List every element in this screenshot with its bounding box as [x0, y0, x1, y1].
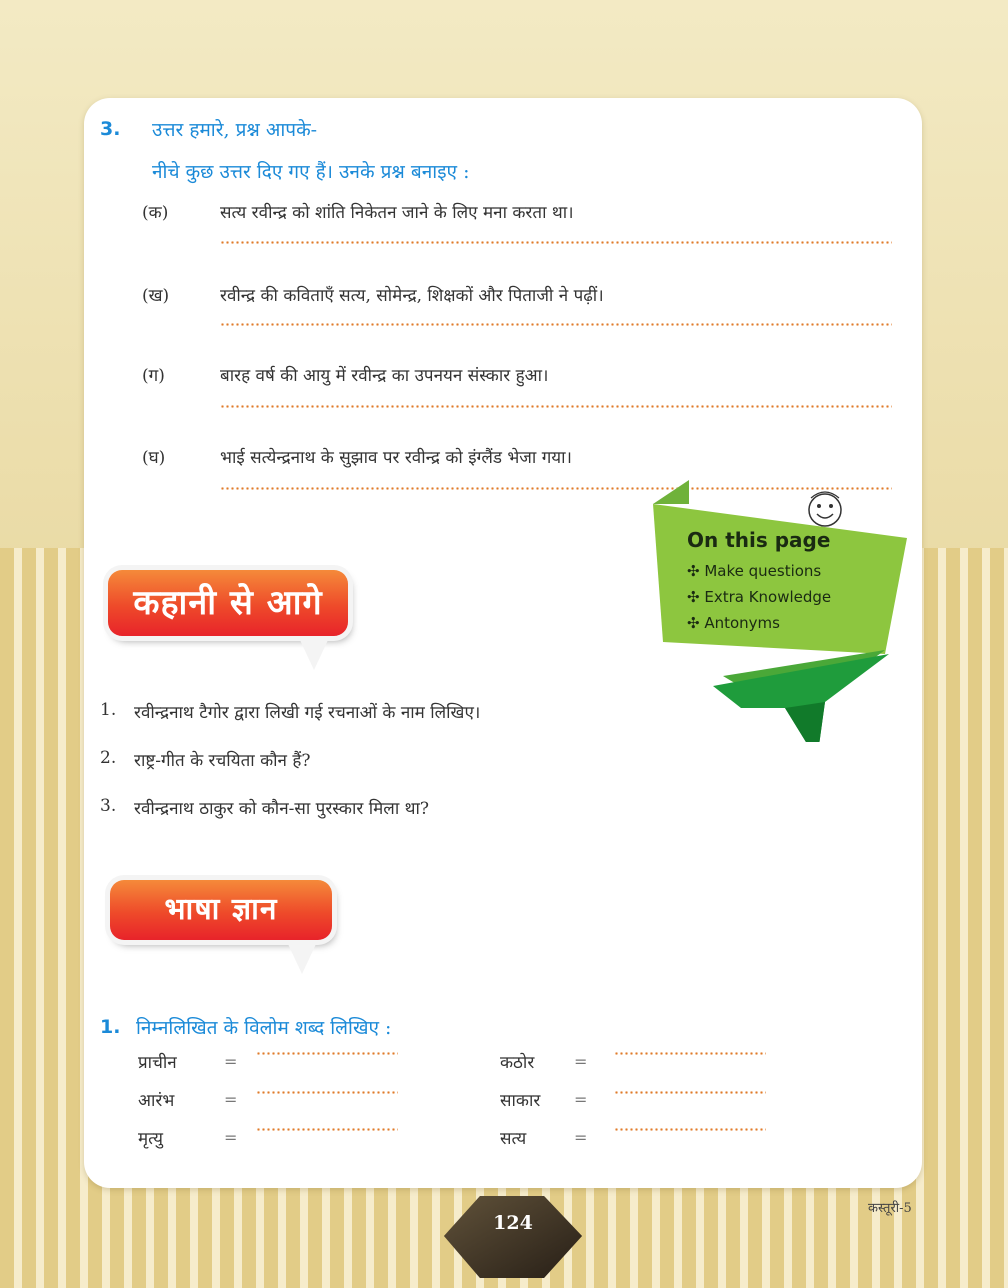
- item-text: सत्य रवीन्द्र को शांति निकेतन जाने के लिए मना करता था।: [220, 203, 574, 223]
- banner-tail: [300, 640, 328, 670]
- section-banner-kahani-se-aage: कहानी से आगे: [108, 570, 348, 636]
- card-topic: ✣ Antonyms: [687, 614, 780, 632]
- banner-tail: [288, 944, 316, 974]
- page-number: 124: [493, 1212, 533, 1234]
- list-number: 3.: [100, 796, 117, 816]
- item-label: (ख): [142, 286, 170, 306]
- equals-sign: =: [574, 1052, 588, 1071]
- answer-line[interactable]: [220, 405, 892, 408]
- answer-line[interactable]: [220, 241, 892, 244]
- list-item: रवीन्द्रनाथ ठाकुर को कौन-सा पुरस्कार मिला था?: [134, 799, 430, 819]
- antonym-answer-line[interactable]: [256, 1052, 398, 1055]
- antonym-word: प्राचीन: [138, 1053, 177, 1073]
- item-label: (घ): [142, 448, 166, 468]
- section-number: 3.: [100, 118, 121, 140]
- list-item: राष्ट्र-गीत के रचयिता कौन हैं?: [134, 751, 311, 771]
- section-instruction: नीचे कुछ उत्तर दिए गए हैं। उनके प्रश्न बनाइए :: [152, 161, 470, 183]
- antonym-word: कठोर: [500, 1053, 535, 1073]
- antonym-answer-line[interactable]: [256, 1128, 398, 1131]
- card-topic: ✣ Make questions: [687, 562, 822, 580]
- equals-sign: =: [574, 1128, 588, 1147]
- list-number: 1.: [100, 700, 117, 720]
- smiley-icon: [809, 492, 841, 526]
- page-number-badge: [440, 1192, 586, 1282]
- equals-sign: =: [224, 1128, 238, 1147]
- item-text: बारह वर्ष की आयु में रवीन्द्र का उपनयन संस्कार हुआ।: [220, 366, 549, 386]
- equals-sign: =: [574, 1090, 588, 1109]
- antonym-answer-line[interactable]: [614, 1091, 766, 1094]
- equals-sign: =: [224, 1090, 238, 1109]
- item-label: (क): [142, 203, 169, 223]
- book-brand: कस्तूरी-5: [868, 1201, 912, 1216]
- answer-line[interactable]: [220, 323, 892, 326]
- item-text: भाई सत्येन्द्रनाथ के सुझाव पर रवीन्द्र को इंग्लैंड भेजा गया।: [220, 448, 572, 468]
- item-label: (ग): [142, 366, 165, 386]
- card-heading: On this page: [687, 528, 831, 552]
- card-topic: ✣ Extra Knowledge: [687, 588, 832, 606]
- section-title: उत्तर हमारे, प्रश्न आपके-: [152, 119, 318, 141]
- antonym-word: मृत्यु: [138, 1129, 163, 1149]
- antonym-word: सत्य: [500, 1129, 527, 1149]
- antonym-title: निम्नलिखित के विलोम शब्द लिखिए :: [136, 1017, 392, 1039]
- equals-sign: =: [224, 1052, 238, 1071]
- antonym-number: 1.: [100, 1016, 121, 1038]
- on-this-page-card: [653, 480, 911, 742]
- list-number: 2.: [100, 748, 117, 768]
- item-text: रवीन्द्र की कविताएँ सत्य, सोमेन्द्र, शिक्षकों और पिताजी ने पढ़ीं।: [220, 286, 604, 306]
- section-banner-bhasha-gyan: भाषा ज्ञान: [110, 880, 332, 940]
- antonym-word: साकार: [500, 1091, 541, 1111]
- antonym-answer-line[interactable]: [614, 1128, 766, 1131]
- page-badge-shape: [440, 1192, 586, 1282]
- list-item: रवीन्द्रनाथ टैगोर द्वारा लिखी गई रचनाओं के नाम लिखिए।: [134, 703, 481, 723]
- antonym-word: आरंभ: [138, 1091, 175, 1111]
- antonym-answer-line[interactable]: [256, 1091, 398, 1094]
- antonym-answer-line[interactable]: [614, 1052, 766, 1055]
- green-ribbon-graphic: [653, 480, 911, 742]
